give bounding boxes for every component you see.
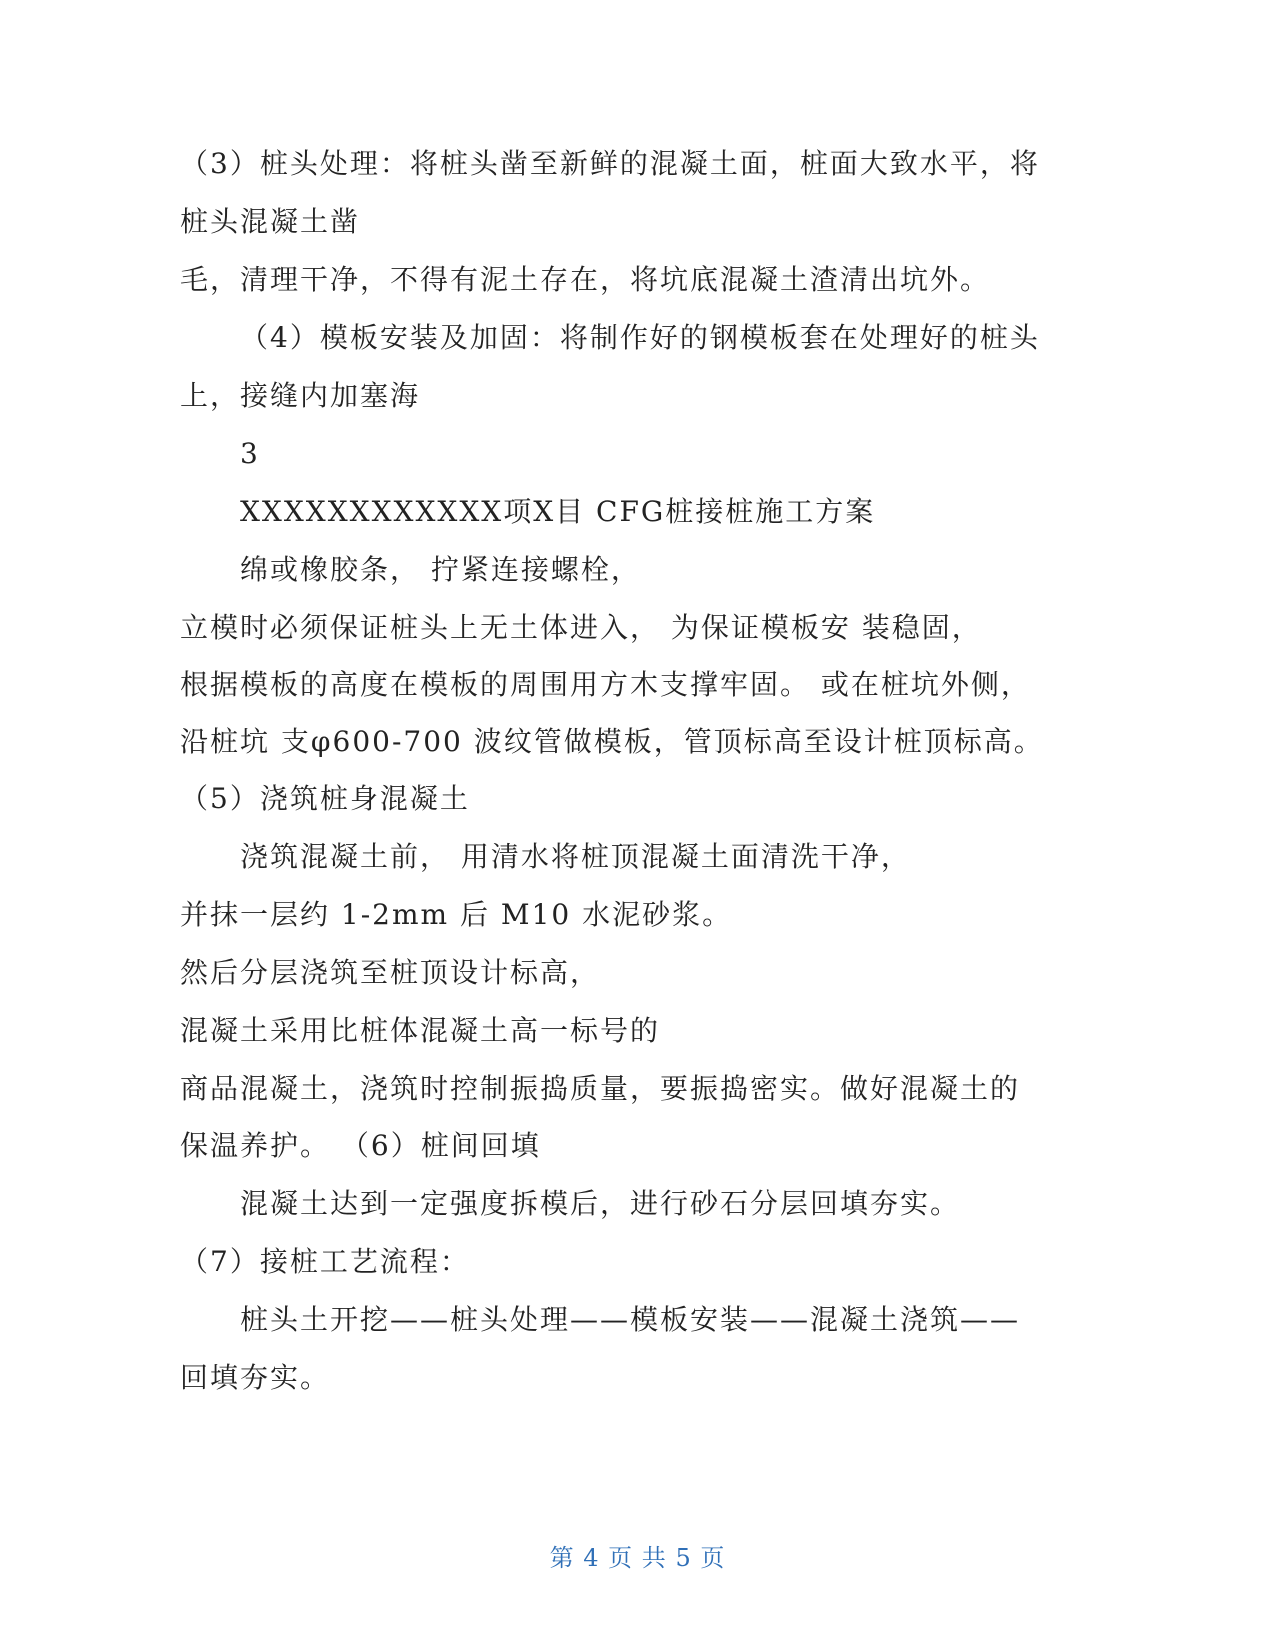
running-header: XXXXXXXXXXXX项X目 CFG桩接桩施工方案 xyxy=(240,495,876,528)
section-heading: （5）浇筑桩身混凝土 xyxy=(180,782,470,815)
text-line: 桩头土开挖——桩头处理——模板安装——混凝土浇筑—— xyxy=(240,1303,1021,1336)
text-line: 并抹一层约 1-2mm 后 M10 水泥砂浆。 xyxy=(180,898,733,931)
page-footer: 第 4 页 共 5 页 xyxy=(549,1544,726,1572)
text-line: 根据模板的高度在模板的周围用方木支撑牢固。 或在桩坑外侧， xyxy=(180,668,1031,701)
text-line: 然后分层浇筑至桩顶设计标高， xyxy=(180,956,601,989)
text-line: 浇筑混凝土前， 用清水将桩顶混凝土面清洗干净， xyxy=(240,840,911,873)
text-line: 绵或橡胶条， 拧紧连接螺栓， xyxy=(240,553,641,586)
text-line: 毛，清理干净，不得有泥土存在，将坑底混凝土渣清出坑外。 xyxy=(180,263,991,296)
text-line: 回填夯实。 xyxy=(180,1361,331,1394)
section-heading: （7）接桩工艺流程： xyxy=(180,1245,470,1278)
text-line: （3）桩头处理：将桩头凿至新鲜的混凝土面，桩面大致水平，将 xyxy=(180,147,1040,180)
text-line: 混凝土达到一定强度拆模后，进行砂石分层回填夯实。 xyxy=(240,1187,961,1220)
text-line: （4）模板安装及加固：将制作好的钢模板套在处理好的桩头 xyxy=(240,321,1040,354)
text-line: 混凝土采用比桩体混凝土高一标号的 xyxy=(180,1014,661,1047)
text-line: 沿桩坑 支φ600-700 波纹管做模板，管顶标高至设计桩顶标高。 xyxy=(180,725,1044,758)
text-line: 保温养护。 （6）桩间回填 xyxy=(180,1129,541,1162)
text-line: 桩头混凝土凿 xyxy=(180,205,361,238)
page-number-inline: 3 xyxy=(240,437,260,470)
text-line: 立模时必须保证桩头上无土体进入， 为保证模板安 装稳固， xyxy=(180,611,982,644)
text-line: 商品混凝土，浇筑时控制振捣质量，要振捣密实。做好混凝土的 xyxy=(180,1072,1021,1105)
text-line: 上，接缝内加塞海 xyxy=(180,379,421,412)
